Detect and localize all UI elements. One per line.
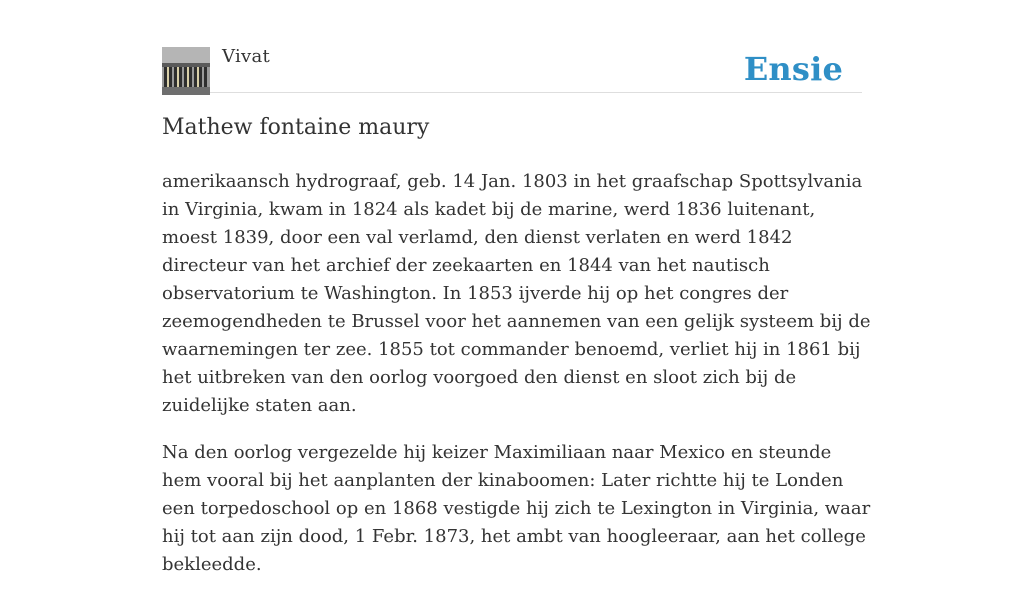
avatar[interactable] [162, 47, 210, 95]
avatar-image-icon [162, 47, 210, 95]
article-paragraph: amerikaansch hydrograaf, geb. 14 Jan. 1803 in het graafschap Spottsylvania in Virginia, kwam in 1824 als kadet bij de marine, werd 1836 luitenant, moest 1839, door een val verlamd, den dienst verlaten en werd 1842 directeur van het archief der zeekaarten en 1844 van het nautisch observatorium te Washington. In 1853 ijverde hij op het congres der zeemogendheden te Brussel voor het aannemen van een gelijk systeem bij de waarnemingen ter zee. 1855 tot commander benoemd, verliet hij in 1861 bij het uitbreken van den oorlog voorgoed den dienst en sloot zich bij de zuidelijke staten aan. [162, 171, 871, 416]
page-title: Mathew fontaine maury [162, 115, 430, 140]
brand-logo[interactable]: Ensie [743, 50, 843, 88]
article-paragraph: Na den oorlog vergezelde hij keizer Maximiliaan naar Mexico en steunde hem vooral bij het aanplanten der kinaboomen: Later richtte hij te Londen een torpedoschool op en 1868 vestigde hij zich te Lexington in Virginia, waar hij tot aan zijn dood, 1 Febr. 1873, het ambt van hoogleeraar, aan het college bekleedde. [162, 442, 871, 575]
article-body [162, 168, 872, 598]
header [162, 40, 862, 93]
author-name[interactable]: Vivat [222, 46, 271, 67]
